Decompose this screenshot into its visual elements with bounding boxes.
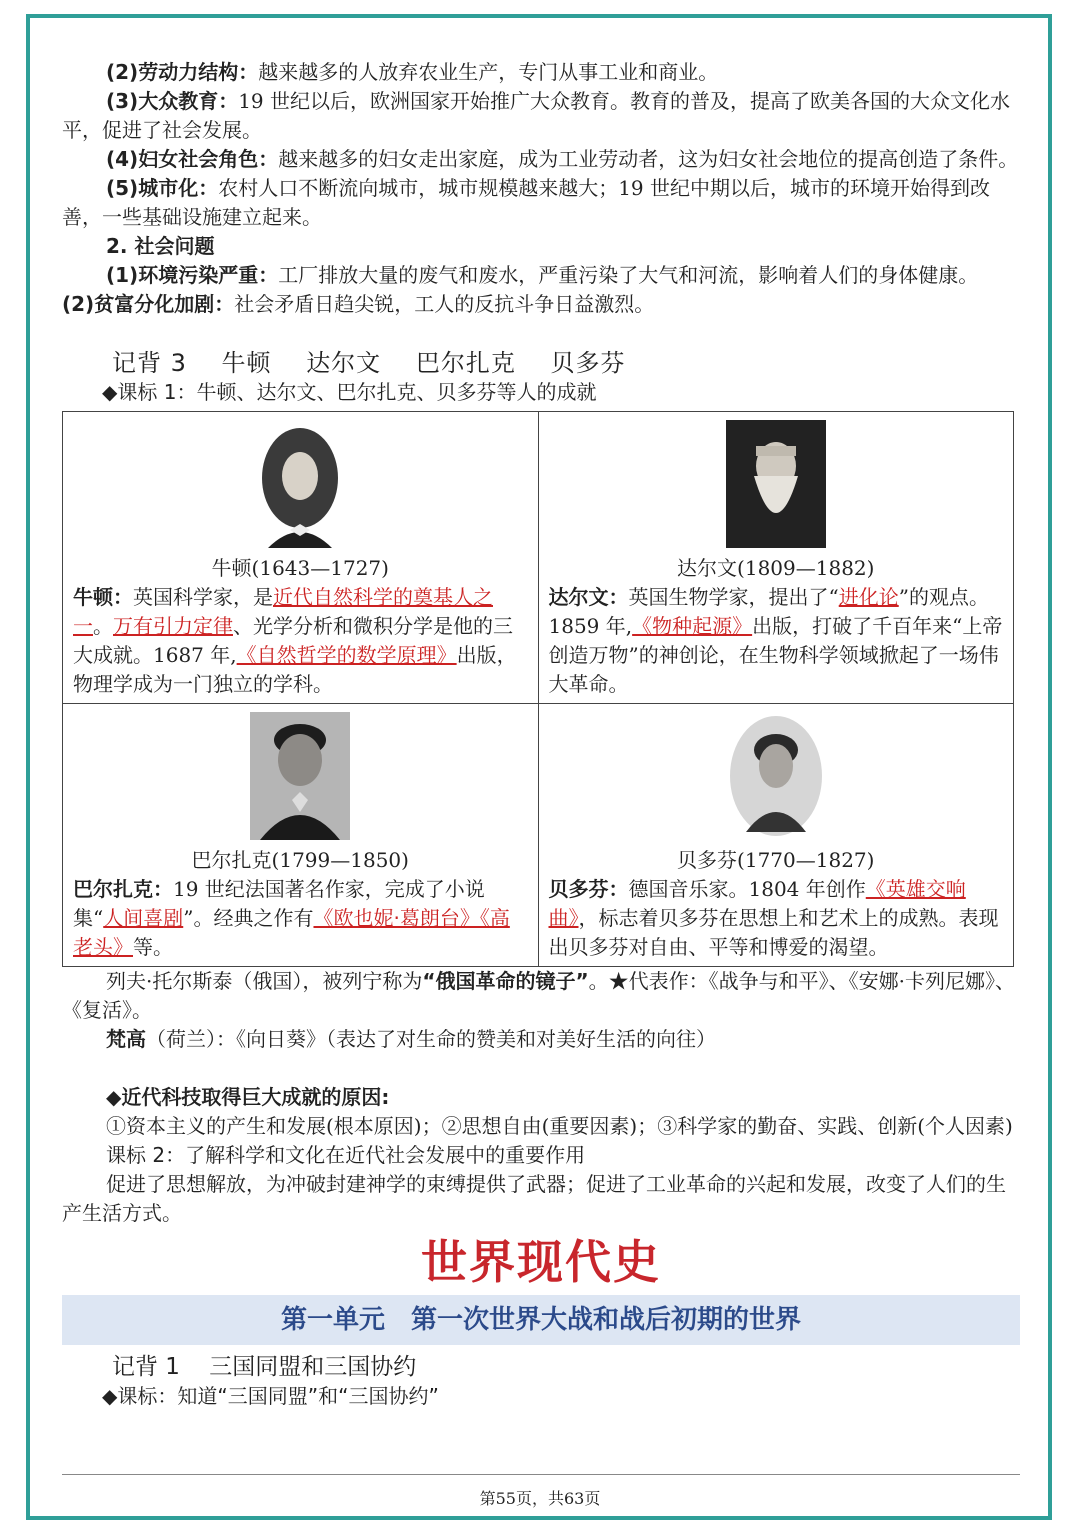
section-label: 记背 1 [112, 1354, 180, 1380]
darwin-cell [538, 412, 1014, 704]
standard-2-paragraph: 促进了思想解放，为冲破封建神学的束缚提供了武器；促进了工业革命的兴起和发展，改变了人们的生产生活方式。 [62, 1172, 1006, 1225]
standard-modern: ◆课标：知道“三国同盟”和“三国协约” [102, 1384, 439, 1408]
tolstoy-paragraph: 列夫·托尔斯泰（俄国），被列宁称为“俄国革命的镜子”。★代表作：《战争与和平》、《安娜·卡列尼娜》、《复活》。 [62, 969, 1016, 1022]
darwin-portrait [726, 420, 826, 548]
name-beethoven: 贝多芬 [550, 349, 626, 377]
beethoven-caption: 贝多芬(1770—1827) [677, 848, 875, 872]
beethoven-cell [538, 704, 1014, 967]
vangogh-paragraph: 梵高（荷兰）：《向日葵》（表达了对生命的赞美和对美好生活的向往） [106, 1027, 716, 1051]
newton-portrait [250, 420, 350, 548]
reason-paragraph: ①资本主义的产生和发展(根本原因)；②思想自由(重要因素)；③科学家的勤奋、实践、创新(个人因素) [106, 1114, 1013, 1138]
beethoven-portrait [726, 712, 826, 840]
women-paragraph: (4)妇女社会角色：越来越多的妇女走出家庭，成为工业劳动者，这为妇女社会地位的提高创造了条件。 [106, 147, 1019, 171]
newton-cell [63, 412, 539, 704]
people-table [62, 411, 1014, 967]
balzac-description: 巴尔扎克：19 世纪法国著名作家，完成了小说集“人间喜剧”。经典之作有《欧也妮·葛朗台》《高老头》等。 [73, 877, 510, 959]
name-newton: 牛顿 [221, 349, 272, 377]
section-label: 记背 3 [112, 349, 187, 377]
balzac-caption: 巴尔扎克(1799—1850) [191, 848, 409, 872]
newton-caption: 牛顿(1643—1727) [211, 556, 389, 580]
labor-paragraph: (2)劳动力结构：越来越多的人放弃农业生产，专门从事工业和商业。 [106, 60, 719, 84]
page-number: 第55页，共63页 [479, 1489, 601, 1508]
unit-banner: 第一单元 第一次世界大战和战后初期的世界 [62, 1295, 1020, 1345]
page-content [62, 58, 1020, 1411]
wealth-gap-paragraph: (2)贫富分化加剧：社会矛盾日趋尖锐，工人的反抗斗争日益激烈。 [62, 292, 655, 316]
standard-2: 课标 2：了解科学和文化在近代社会发展中的重要作用 [106, 1143, 586, 1167]
balzac-portrait [250, 712, 350, 840]
education-paragraph: (3)大众教育：19 世纪以后，欧洲国家开始推广大众教育。教育的普及，提高了欧美各国的大众文化水平，促进了社会发展。 [62, 89, 1011, 142]
pollution-paragraph: (1)环境污染严重：工厂排放大量的废气和废水，严重污染了大气和河流，影响着人们的身体健康。 [106, 263, 979, 287]
modern-history-title: 世界现代史 [421, 1235, 661, 1289]
beethoven-description: 贝多芬：德国音乐家。1804 年创作《英雄交响曲》，标志着贝多芬在思想上和艺术上的成熟。表现出贝多芬对自由、平等和博爱的渴望。 [548, 877, 999, 959]
darwin-caption: 达尔文(1809—1882) [677, 556, 875, 580]
darwin-description: 达尔文：英国生物学家，提出了“进化论”的观点。1859 年,《物种起源》出版，打破了千百年来“上帝创造万物”的神创论，在生物科学领域掀起了一场伟大革命。 [548, 585, 1003, 696]
urbanization-paragraph: (5)城市化：农村人口不断流向城市，城市规模越来越大；19 世纪中期以后，城市的环境开始得到改善，一些基础设施建立起来。 [62, 176, 991, 229]
newton-description: 牛顿：英国科学家，是近代自然科学的奠基人之一。万有引力定律、光学分析和微积分学是他的三大成就。1687 年,《自然哲学的数学原理》出版，物理学成为一门独立的学科。 [73, 585, 517, 696]
section-title: 三国同盟和三国协约 [209, 1354, 417, 1380]
footer-divider [62, 1474, 1020, 1475]
standard-1: ◆课标 1：牛顿、达尔文、巴尔扎克、贝多芬等人的成就 [102, 380, 597, 404]
balzac-cell [63, 704, 539, 967]
reason-heading: ◆近代科技取得巨大成就的原因: [106, 1085, 390, 1109]
section1-heading [62, 1353, 1020, 1382]
name-darwin: 达尔文 [306, 349, 382, 377]
social-problems-heading: 2. 社会问题 [106, 234, 215, 258]
section3-heading [62, 349, 1020, 378]
name-balzac: 巴尔扎克 [415, 349, 516, 377]
